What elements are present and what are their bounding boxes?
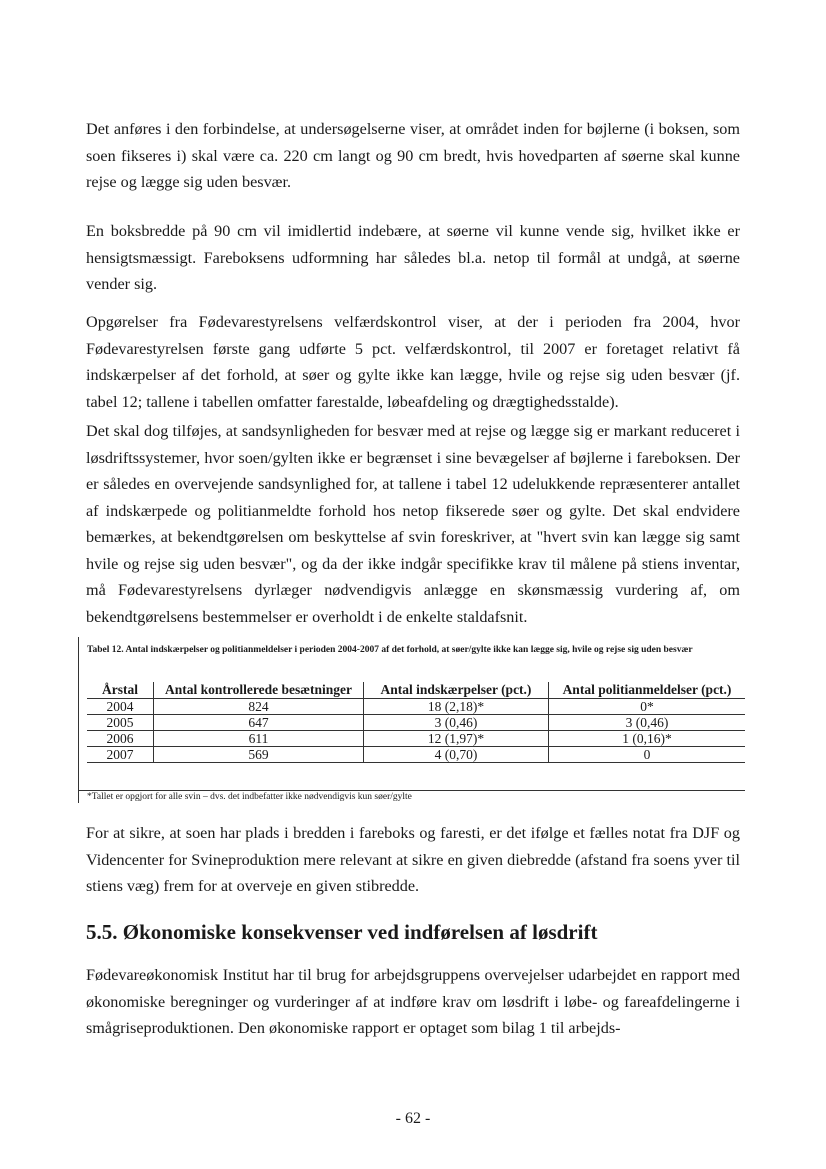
col-header: Antal politianmeldelser (pct.) [549,682,746,699]
paragraph-3: Opgørelser fra Fødevarestyrelsens velfærdskontrol viser, at der i perioden fra 2004, hvor Fødevarestyrelsen første gang udførte 5 pct. velfærdskontrol, til 2007 er foretaget relativt få indskærpelser af det forhold, at søer og gylte ikke kan lægge, hvile og rejse sig uden besvær (jf. tabel 12; tallene i tabellen omfatter farestalde, løbeafdeling og drægtighedsstalde). [86,313,740,411]
col-header: Antal indskærpelser (pct.) [364,682,549,699]
paragraph-1: Det anføres i den forbindelse, at undersøgelserne viser, at området inden for bøjlerne (i boksen, som soen fikseres i) skal være ca. 220 cm langt og 90 cm bredt, hvis hovedparten af søerne skal kunne rejse og lægge sig uden besvær. [86,120,740,191]
table-row [87,731,745,747]
divider [79,790,745,791]
table-cell: 611 [154,731,364,747]
table-12 [78,637,745,803]
paragraph-5: For at sikre, at soen har plads i bredden i fareboks og faresti, er det ifølge et fælles notat fra DJF og Videncenter for Svineproduktion mere relevant at sikre en given diebredde (afstand fra soens yver til stiens væg) frem for at overveje en given stibredde. [86,824,740,895]
paragraph-6: Fødevareøkonomisk Institut har til brug for arbejdsgruppens overvejelser udarbejdet en rapport med økonomiske beregninger og vurderinger af at indføre krav om løsdrift i løbe- og fareafdelingerne i smågriseproduktionen. Den økonomiske rapport er optaget som bilag 1 til arbejds- [86,966,740,1037]
table-cell: 569 [154,747,364,763]
table-cell: 2007 [87,747,154,763]
table-cell: 2004 [87,699,154,715]
table-cell: 3 (0,46) [549,715,746,731]
paragraph-2: En boksbredde på 90 cm vil imidlertid indebære, at søerne vil kunne vende sig, hvilket ikke er hensigtsmæssigt. Fareboksens udformning har således bl.a. netop til formål at undgå, at søerne vender sig. [86,222,740,293]
paragraph-4: Det skal dog tilføjes, at sandsynligheden for besvær med at rejse og lægge sig er markant reduceret i løsdriftssystemer, hvor soen/gylten ikke er begrænset i sine bevægelser af bøjlerne i fareboksen. Der er således en overvejende sandsynlighed for, at tallene i tabel 12 udelukkende repræsenterer antallet af indskærpede og politianmeldte forhold hos netop fikserede søer og gylte. Det skal endvidere bemærkes, at bekendtgørelsen om beskyttelse af svin foreskriver, at "hvert svin kan lægge sig samt hvile og rejse sig uden besvær", og da der ikke indgår specifikke krav til målene på stiens inventar, må Fødevarestyrelsens dyrlæger nødvendigvis anlægge en skønsmæssig vurdering af, om bekendtgørelsens bestemmelser er overholdt i de enkelte staldafsnit. [86,422,740,626]
section-heading: 5.5. Økonomiske konsekvenser ved indførelsen af løsdrift [86,920,598,944]
table-cell: 2005 [87,715,154,731]
table-cell: 0 [549,747,746,763]
table-footnote: *Tallet er opgjort for alle svin – dvs. det indbefatter ikke nødvendigvis kun søer/gylte [87,792,412,802]
table-row [87,747,745,763]
table-cell: 2006 [87,731,154,747]
page-number: - 62 - [395,1110,431,1127]
col-header: Årstal [87,682,154,699]
table-cell: 824 [154,699,364,715]
table-cell: 18 (2,18)* [364,699,549,715]
table-row [87,715,745,731]
table-row [87,699,745,715]
table-caption: Tabel 12. Antal indskærpelser og politianmeldelser i perioden 2004-2007 af det forhold, at søer/gylte ikke kan lægge sig, hvile og rejse sig uden besvær [87,645,693,655]
table-cell: 4 (0,70) [364,747,549,763]
data-table [87,682,745,763]
table-cell: 647 [154,715,364,731]
table-cell: 3 (0,46) [364,715,549,731]
table-cell: 0* [549,699,746,715]
col-header: Antal kontrollerede besætninger [154,682,364,699]
table-cell: 12 (1,97)* [364,731,549,747]
table-cell: 1 (0,16)* [549,731,746,747]
